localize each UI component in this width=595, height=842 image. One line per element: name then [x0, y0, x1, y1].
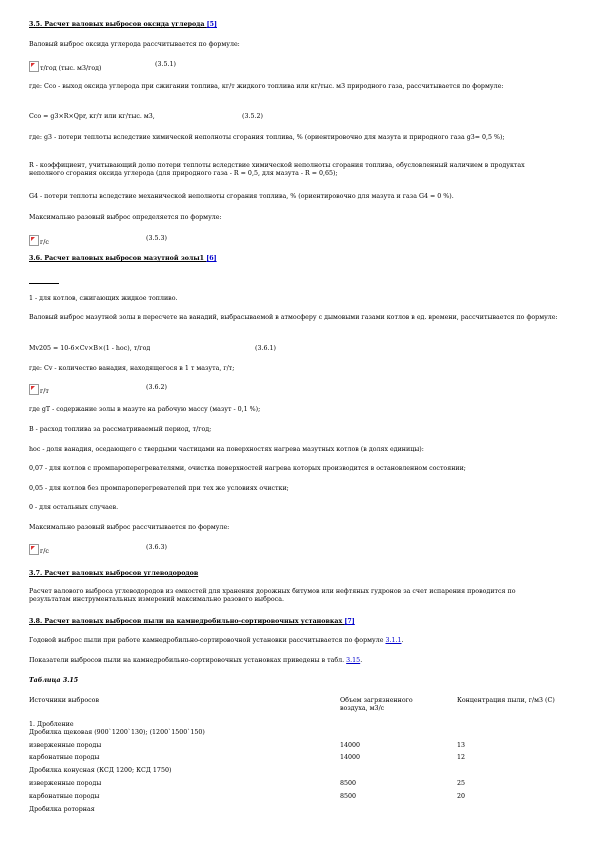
paragraph: где: g3 - потери теплоты вследствие химической неполноты сгорания топлива, % (ориентировочно для мазута и природного газа g3= 0,5 %); — [29, 134, 505, 141]
equation-number: (3.5.2) — [242, 113, 263, 120]
paragraph: G4 - потери теплоты вследствие механической неполноты сгорания топлива, % (ориентировочно для мазута и газа G4 = 0 %). — [29, 193, 454, 200]
ref-link-5[interactable]: [5] — [206, 21, 217, 28]
paragraph: Расчет валового выброса углеводородов из емкостей для хранения дорожных битумов или нефтяных гудронов за счет испарения проводится по результатам инструментальных измерений максимально разового выброса. — [29, 588, 516, 603]
paragraph: Годовой выброс пыли при работе камнедробильно-сортировочной установки рассчитывается по формуле 3.1.1. — [29, 637, 404, 644]
table-cell: изверженные породы — [29, 780, 102, 787]
section-3-8-title: 3.8. Расчет валовых выбросов пыли на камнедробильно-сортировочных установках [7] — [29, 618, 355, 625]
ref-link-7[interactable]: [7] — [344, 618, 355, 625]
paragraph: Показатели выбросов пыли на камнедробильно-сортировочных установках приведены в табл. 3.15. — [29, 657, 363, 664]
section-3-6-title: 3.6. Расчет валовых выбросов мазутной золы1 [6] — [29, 255, 217, 262]
footnote-separator — [29, 283, 59, 284]
formula-link-3-1-1[interactable]: 3.1.1 — [385, 637, 402, 644]
broken-image-icon — [29, 544, 39, 555]
table-row — [29, 767, 569, 775]
table-cell: 20 — [457, 793, 466, 800]
table-row — [29, 780, 569, 788]
table-cell: 8500 — [340, 793, 357, 800]
ref-link-6[interactable]: [6] — [206, 255, 217, 262]
paragraph: где: Cv - количество ванадия, находящегося в 1 т мазута, г/т; — [29, 365, 235, 372]
table-header-row — [29, 697, 569, 712]
equation-number: (3.5.3) — [146, 235, 167, 242]
section-3-7-title: 3.7. Расчет валовых выбросов углеводородов — [29, 570, 199, 577]
equation-3-6-3: г/с (3.6.3) — [29, 544, 559, 556]
table-header-cell: Объем загрязненного воздуха, м3/с — [340, 697, 413, 712]
table-cell: карбонатные породы — [29, 754, 100, 761]
table-cell: 8500 — [340, 780, 357, 787]
table-cell: Дробилка щековая (900`1200`130); (1200`1500`150) — [29, 729, 205, 736]
paragraph: В - расход топлива за рассматриваемый период, т/год; — [29, 426, 212, 433]
equation-3-6-2: г/т (3.6.2) — [29, 384, 559, 396]
table-row — [29, 793, 569, 801]
paragraph: Валовый выброс мазутной золы в пересчете на ванадий, выбрасываемой в атмосферу с дымовыми газами котлов в ед. времени, рассчитывается по формуле: — [29, 314, 558, 321]
table-cell: Дробилка роторная — [29, 806, 95, 813]
broken-image-icon — [29, 61, 39, 72]
table-cell: 14000 — [340, 754, 361, 761]
equation-number: (3.5.1) — [155, 61, 176, 68]
equation-number: (3.6.1) — [255, 345, 276, 352]
table-cell: 14000 — [340, 742, 361, 749]
equation-number: (3.6.2) — [146, 384, 167, 391]
paragraph: где gT - содержание золы в мазуте на рабочую массу (мазут - 0,1 %); — [29, 406, 261, 413]
paragraph: Максимально разовый выброс определяется по формуле: — [29, 214, 222, 221]
broken-image-icon — [29, 235, 39, 246]
paragraph: 0,07 - для котлов с промпароперегревателями, очистка поверхностей нагрева которых производится в остановленном состоянии; — [29, 465, 466, 472]
paragraph: где: Ссо - выход оксида углерода при сжигании топлива, кг/т жидкого топлива или кг/тыс. м3 природного газа, рассчитывается по формуле: — [29, 83, 504, 90]
paragraph: 0,05 - для котлов без промпароперегревателей при тех же условиях очистки; — [29, 485, 289, 492]
table-header-cell: Концентрация пыли, г/м3 (С) — [457, 697, 555, 704]
paragraph: R - коэффициент, учитывающий долю потери теплоты вследствие химической неполноты сгорания топлива, обусловленный наличием в продуктах неполного сгорания оксида углерода (для природного газа - R = 0,5, для мазута - R = 0,65); — [29, 162, 525, 177]
table-cell: 25 — [457, 780, 466, 787]
table-row — [29, 721, 569, 729]
table-header-cell: Источники выбросов — [29, 697, 100, 704]
paragraph: Валовый выброс оксида углерода рассчитывается по формуле: — [29, 41, 240, 48]
equation-3-5-2: Ссо = g3×R×Qpr, кг/т или кг/тыс. м3, (3.5.2) — [29, 113, 263, 120]
table-cell: Дробилка конусная (КСД 1200; КСД 1750) — [29, 767, 172, 774]
equation-3-6-1: Мv205 = 10-6×Cv×B×(1 - hoc), т/год (3.6.1) — [29, 345, 276, 352]
footnote: 1 - для котлов, сжигающих жидкое топливо. — [29, 295, 178, 302]
broken-image-icon — [29, 384, 39, 395]
equation-3-5-3: г/с (3.5.3) — [29, 235, 559, 247]
paragraph: Максимально разовый выброс рассчитывается по формуле: — [29, 524, 230, 531]
paragraph: hoc - доля ванадия, оседающего с твердыми частицами на поверхностях нагрева мазутных котлов (в долях единицы): — [29, 446, 424, 453]
table-cell: 13 — [457, 742, 466, 749]
table-link-3-15[interactable]: 3.15 — [346, 657, 361, 664]
table-title: Таблица 3.15 — [29, 677, 79, 684]
table-row — [29, 729, 569, 737]
equation-number: (3.6.3) — [146, 544, 167, 551]
table-cell: 12 — [457, 754, 466, 761]
table-cell: карбонатные породы — [29, 793, 100, 800]
table-row — [29, 806, 569, 814]
table-row — [29, 754, 569, 762]
table-cell: изверженные породы — [29, 742, 102, 749]
equation-3-5-1: т/год (тыс. м3/год) (3.5.1) — [29, 61, 559, 73]
section-3-5-title: 3.5. Расчет валовых выбросов оксида углерода [5] — [29, 21, 217, 28]
table-row — [29, 742, 569, 750]
paragraph: 0 - для остальных случаев. — [29, 504, 119, 511]
table-cell: 1. Дробление — [29, 721, 74, 728]
